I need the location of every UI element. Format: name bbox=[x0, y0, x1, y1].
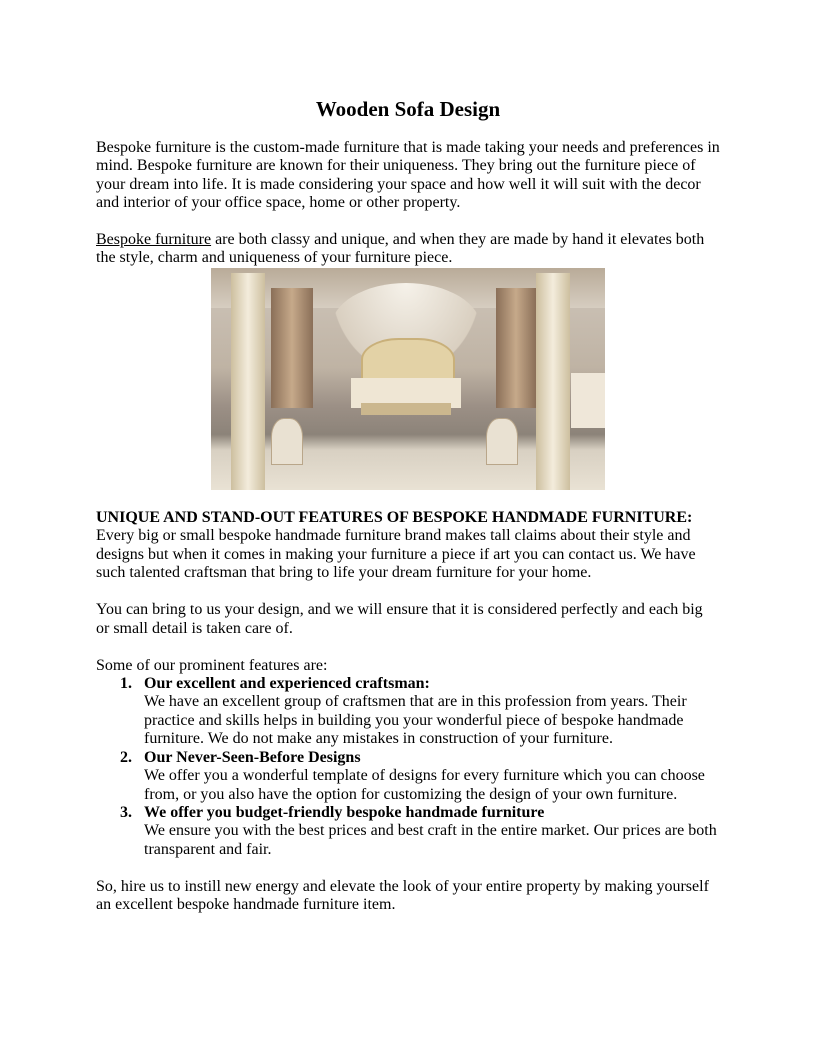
text-line: and interior of your office space, home or other property. bbox=[96, 194, 461, 212]
text-line: mind. Bespoke furniture are known for their uniqueness. They bring out the furniture piece of bbox=[96, 157, 696, 175]
bespoke-furniture-link[interactable]: Bespoke furniture bbox=[96, 231, 212, 248]
text-line: Every big or small bespoke handmade furniture brand makes tall claims about their style and bbox=[96, 527, 691, 545]
text-line: We ensure you with the best prices and best craft in the entire market. Our prices are both bbox=[144, 822, 717, 840]
closing-paragraph bbox=[96, 878, 709, 915]
text-line: furniture. We do not make any mistakes in construction of your furniture. bbox=[144, 730, 613, 748]
list-item-title: Our Never-Seen-Before Designs bbox=[144, 749, 361, 766]
list-item bbox=[144, 675, 687, 749]
text-line: from, or you also have the option for customizing the design of your own furniture. bbox=[144, 785, 678, 803]
text-line: or small detail is taken care of. bbox=[96, 619, 293, 637]
features-section bbox=[96, 509, 703, 675]
text-line: So, hire us to instill new energy and elevate the look of your entire property by making yourself bbox=[96, 878, 709, 895]
list-item-title: Our excellent and experienced craftsman: bbox=[144, 675, 430, 692]
text-line: You can bring to us your design, and we will ensure that it is considered perfectly and each big bbox=[96, 601, 703, 619]
text-line: We offer you a wonderful template of designs for every furniture which you can choose bbox=[144, 767, 705, 785]
text-line: your dream into life. It is made considering your space and how well it will suit with the decor bbox=[96, 175, 701, 193]
list-number: 2. bbox=[120, 749, 132, 766]
page-title: Wooden Sofa Design bbox=[315, 97, 501, 121]
text-line: practice and skills helps in building you your wonderful piece of bespoke handmade bbox=[144, 711, 684, 729]
text-line: designs but when it comes in making your furniture a piece if art you can contact us. We have bbox=[96, 545, 696, 563]
classy-paragraph bbox=[96, 231, 704, 268]
text-line: an excellent bespoke handmade furniture item. bbox=[96, 896, 396, 914]
list-number: 3. bbox=[120, 804, 132, 821]
bedroom-furniture-image bbox=[211, 268, 605, 490]
text: are both classy and unique, and when they are made by hand it elevates both bbox=[211, 231, 705, 248]
text-line: We have an excellent group of craftsmen that are in this profession from years. Their bbox=[144, 693, 687, 711]
text-line: the style, charm and uniqueness of your furniture piece. bbox=[96, 249, 453, 267]
text-line: such talented craftsman that bring to life your dream furniture for your home. bbox=[96, 564, 592, 582]
list-item bbox=[144, 804, 717, 859]
text-line: transparent and fair. bbox=[144, 840, 272, 858]
list-item-title: We offer you budget-friendly bespoke handmade furniture bbox=[144, 804, 545, 821]
list-item bbox=[144, 749, 705, 804]
intro-paragraph bbox=[96, 139, 720, 213]
text-line: Bespoke furniture is the custom-made furniture that is made taking your needs and preferences in bbox=[96, 139, 720, 156]
features-heading: UNIQUE AND STAND-OUT FEATURES OF BESPOKE HANDMADE FURNITURE: bbox=[96, 509, 693, 526]
list-intro: Some of our prominent features are: bbox=[96, 656, 328, 674]
list-number: 1. bbox=[120, 675, 132, 692]
